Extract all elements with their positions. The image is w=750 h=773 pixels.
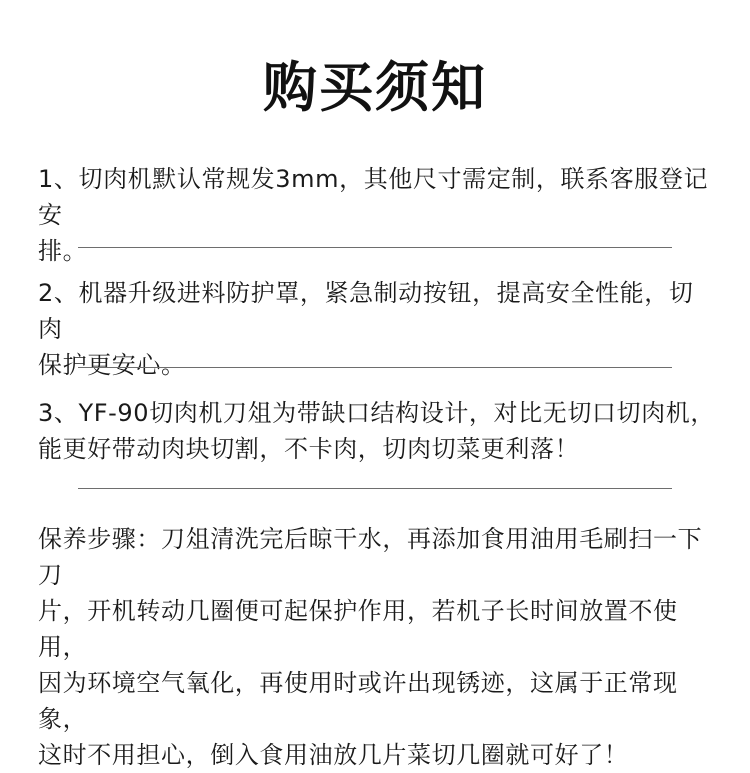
notice-line: 片，开机转动几圈便可起保护作用，若机子长时间放置不使用， [38,597,678,661]
notice-line: 3、YF-90切肉机刀俎为带缺口结构设计，对比无切口切肉机， [38,399,715,427]
divider [78,247,672,248]
notice-item-1 [38,161,718,269]
notice-line: 保护更安心。 [38,351,186,379]
divider [78,488,672,489]
notice-item-3 [38,395,718,467]
divider [78,367,672,368]
maintenance-steps [38,521,718,773]
notice-line: 能更好带动肉块切割，不卡肉，切肉切菜更利落！ [38,435,580,463]
notice-line: 因为环境空气氧化，再使用时或许出现锈迹，这属于正常现象， [38,669,678,733]
notice-line: 这时不用担心，倒入食用油放几片菜切几圈就可好了！ [38,741,629,769]
page-title: 购买须知 [263,56,487,119]
notice-line: 1、切肉机默认常规发3mm，其他尺寸需定制，联系客服登记安 [38,165,709,229]
notice-line: 保养步骤：刀俎清洗完后晾干水，再添加食用油用毛刷扫一下刀 [38,525,703,589]
notice-line: 排。 [38,237,88,265]
notice-line: 2、机器升级进料防护罩，紧急制动按钮，提高安全性能，切肉 [38,279,694,343]
